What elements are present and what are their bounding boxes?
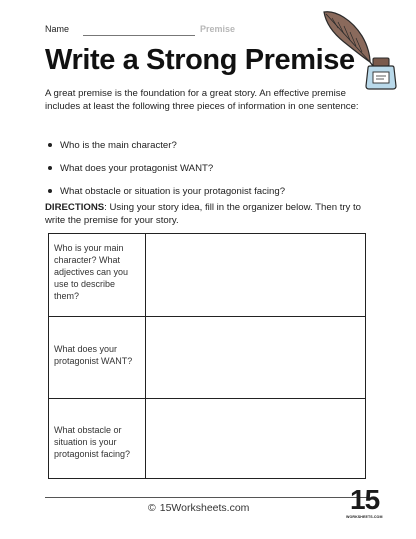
- list-item: [48, 140, 285, 163]
- premise-checklist: [48, 140, 285, 209]
- list-item: [48, 163, 285, 186]
- footer-credit: [148, 502, 249, 514]
- intro-paragraph: A great premise is the foundation for a great story. An effective premise includes at least the following three pieces of information in one sentence:: [45, 88, 359, 112]
- name-field[interactable]: [83, 35, 195, 36]
- answer-box-obstacle[interactable]: [145, 399, 365, 478]
- page-title: Write a Strong Premise: [45, 44, 355, 76]
- copyright-icon: ©: [148, 502, 156, 514]
- topic-label: Premise: [200, 24, 236, 34]
- list-item-text: Who is the main character?: [60, 140, 177, 151]
- brand-logo: [346, 484, 383, 529]
- organizer-prompt: What does your protagonist WANT?: [54, 344, 133, 366]
- organizer-prompt: What obstacle or situation is your protagonist facing?: [54, 425, 131, 459]
- bullet-icon: [48, 143, 52, 147]
- bullet-icon: [48, 189, 52, 193]
- directions-text: : Using your story idea, fill in the organizer below. Then try to write the premise for your story.: [45, 202, 362, 226]
- list-item-text: What obstacle or situation is your protagonist facing?: [60, 186, 286, 197]
- answer-box-want[interactable]: [145, 317, 365, 398]
- organizer-row-obstacle: [49, 398, 365, 478]
- directions: [45, 201, 375, 227]
- organizer-table: [48, 233, 366, 479]
- organizer-row-want: [49, 316, 365, 398]
- directions-label: DIRECTIONS: [45, 202, 105, 213]
- organizer-prompt: Who is your main character? What adjectives can you use to describe them?: [54, 243, 129, 301]
- name-label: Name: [45, 24, 70, 34]
- answer-box-character[interactable]: [145, 234, 365, 316]
- footer-divider: [45, 497, 369, 498]
- list-item-text: What does your protagonist WANT?: [60, 163, 214, 174]
- bullet-icon: [48, 166, 52, 170]
- footer-site: 15Worksheets.com: [159, 502, 250, 514]
- organizer-row-character: [49, 234, 365, 316]
- logo-number: 15: [350, 484, 380, 515]
- logo-wordmark: WORKSHEETS.COM: [346, 515, 383, 519]
